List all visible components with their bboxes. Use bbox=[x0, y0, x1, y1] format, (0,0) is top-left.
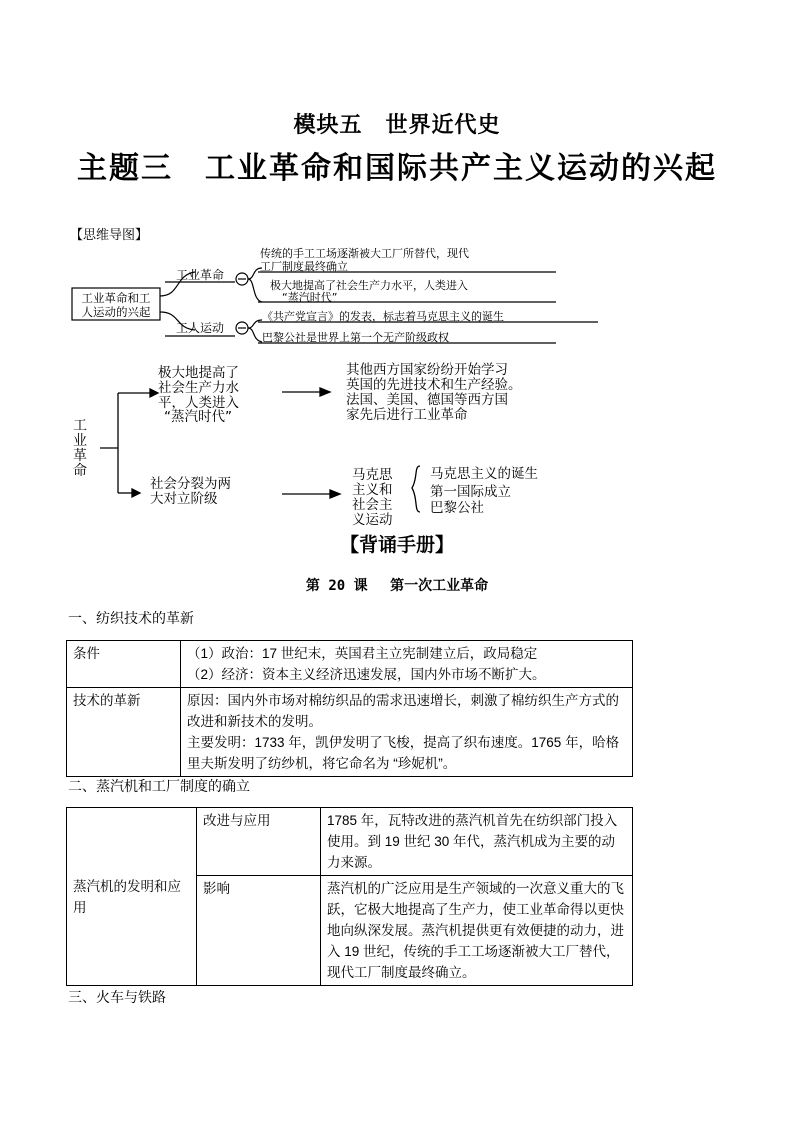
diagram-root-1: 工 bbox=[73, 418, 87, 434]
table-row bbox=[67, 641, 633, 688]
row-content bbox=[181, 641, 633, 688]
row-line: （2）经济：资本主义经济迅速发展，国内外市场不断扩大。 bbox=[187, 667, 546, 682]
diagram-ur-2: 英国的先进技术和生产经验。 bbox=[346, 377, 522, 393]
diagram-lr-2: 第一国际成立 bbox=[430, 484, 511, 500]
diagram-ul-2: 社会生产力水 bbox=[158, 380, 239, 396]
module-title: 模块五 世界近代史 bbox=[293, 112, 501, 138]
diagram-ul-1: 极大地提高了 bbox=[158, 365, 239, 381]
diagram-root-4: 命 bbox=[73, 463, 87, 479]
row-line: 主要发明：1733 年，凯伊发明了飞梭，提高了织布速度。1765 年，哈格里夫斯发明了纺纱机，将它命名为 “珍妮机”。 bbox=[187, 735, 620, 771]
diagram-root-3: 革 bbox=[73, 448, 87, 464]
row-content: 1785 年，瓦特改进的蒸汽机首先在纺织部门投入使用。到 19 世纪 30 年代，蒸汽机成为主要的动力来源。 bbox=[321, 808, 633, 876]
lesson-title: 第 20 课 第一次工业革命 bbox=[305, 578, 489, 594]
mindmap-center-line1: 工业革命和工 bbox=[81, 291, 151, 305]
diagram-lm-2: 主义和 bbox=[352, 482, 393, 498]
diagram-ul-3: 平，人类进入 bbox=[158, 395, 239, 411]
diagram-ur-4: 家先后进行工业革命 bbox=[346, 407, 468, 423]
diagram-lm-1: 马克思 bbox=[352, 467, 393, 483]
mindmap-b1-item2-l1: 极大地提高了社会生产力水平，人类进入 bbox=[270, 279, 468, 292]
row-label: 蒸汽机的发明和应用 bbox=[67, 808, 197, 986]
row-line: 原因：国内外市场对棉纺织品的需求迅速增长，刺激了棉纺织生产方式的改进和新技术的发明。 bbox=[187, 693, 619, 729]
diagram-ll-2: 大对立阶级 bbox=[150, 491, 218, 507]
diagram-ur-3: 法国、美国、德国等西方国 bbox=[346, 392, 508, 408]
topic-title: 主题三 工业革命和国际共产主义运动的兴起 bbox=[77, 151, 717, 186]
section1-table bbox=[66, 640, 633, 777]
mindmap-b2-item1: 《共产党宣言》的发表，标志着马克思主义的诞生 bbox=[262, 310, 504, 323]
row-line: （1）政治：17 世纪末，英国君主立宪制建立后，政局稳定 bbox=[187, 646, 538, 661]
mindmap-b2-item2: 巴黎公社是世界上第一个无产阶级政权 bbox=[262, 331, 449, 344]
diagram-lm-3: 社会主 bbox=[352, 497, 393, 513]
mindmap-b1-item1-l2: 工厂制度最终确立 bbox=[260, 260, 348, 273]
mindmap-branch2: 工人运动 bbox=[175, 321, 225, 335]
diagram-ul-4: “蒸汽时代” bbox=[164, 409, 232, 425]
mindmap-b1-item2-l2: “蒸汽时代” bbox=[282, 291, 338, 304]
row-content: 蒸汽机的广泛应用是生产领域的一次意义重大的飞跃，它极大地提高了生产力，使工业革命得以更快地向纵深发展。蒸汽机提供更有效便捷的动力，进入 19 世纪，传统的手工工场逐渐被大工厂替代，现代工厂制度最终确立。 bbox=[321, 876, 633, 986]
section2-title: 二、蒸汽机和工厂制度的确立 bbox=[68, 778, 250, 794]
row-sublabel: 改进与应用 bbox=[197, 808, 321, 876]
diagram-lm-4: 义运动 bbox=[352, 512, 393, 528]
table-row bbox=[67, 808, 633, 876]
mindmap-b1-item1-l1: 传统的手工工场逐渐被大工厂所替代，现代 bbox=[260, 247, 469, 260]
diagram-ll-1: 社会分裂为两 bbox=[150, 476, 231, 492]
row-sublabel: 影响 bbox=[197, 876, 321, 986]
mindmap-center-line2: 人运动的兴起 bbox=[81, 305, 151, 319]
section3-title: 三、火车与铁路 bbox=[68, 989, 166, 1005]
section2-table bbox=[66, 807, 633, 986]
row-content bbox=[181, 688, 633, 777]
section1-title: 一、纺织技术的革新 bbox=[68, 610, 194, 626]
diagram-lr-3: 巴黎公社 bbox=[430, 500, 484, 516]
recitation-handbook-title: 【背诵手册】 bbox=[339, 534, 454, 556]
table-row bbox=[67, 688, 633, 777]
mindmap-diagram bbox=[0, 0, 794, 530]
row-label: 技术的革新 bbox=[67, 688, 181, 777]
row-label: 条件 bbox=[67, 641, 181, 688]
mindmap-branch1: 工业革命 bbox=[175, 268, 225, 282]
diagram-root-2: 业 bbox=[73, 433, 87, 449]
mindmap-label: 【思维导图】 bbox=[70, 228, 149, 243]
diagram-ur-1: 其他西方国家纷纷开始学习 bbox=[346, 362, 508, 378]
diagram-lr-1: 马克思主义的诞生 bbox=[430, 466, 538, 482]
